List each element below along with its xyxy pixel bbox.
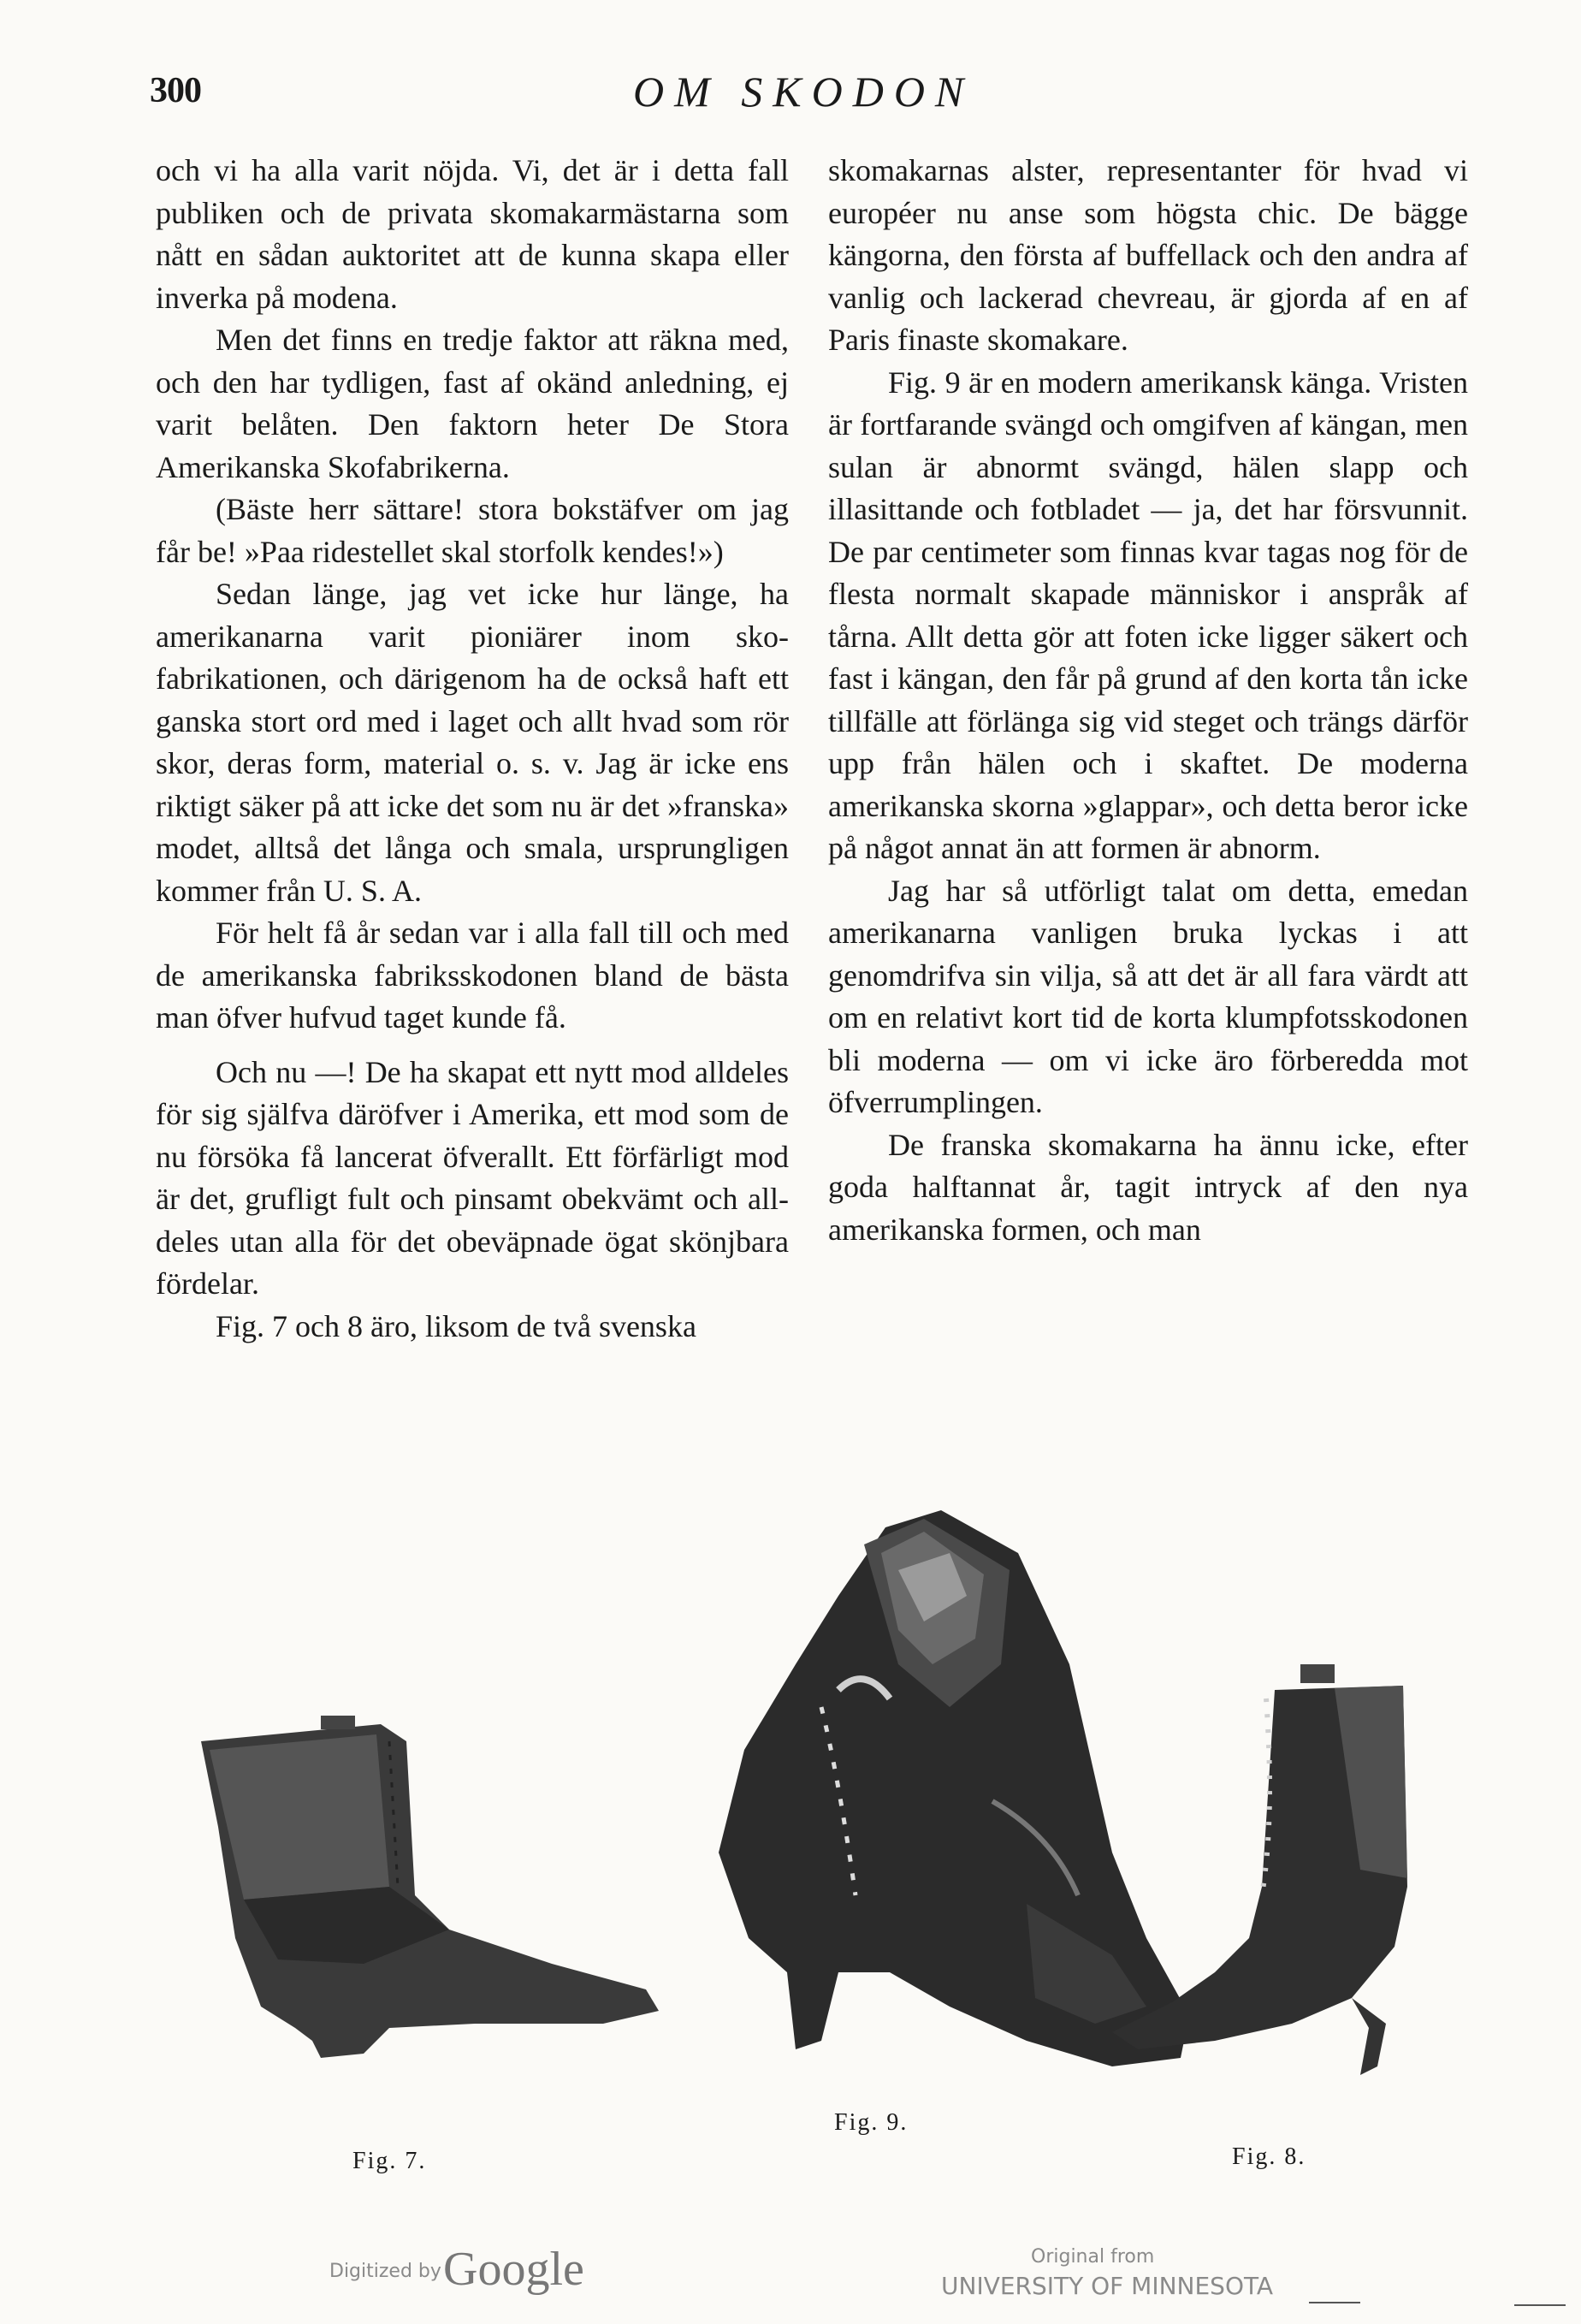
- paragraph: Sedan länge, jag vet icke hur länge, ha amerikanarna varit pioniärer inom skofabrikationen, och därigenom ha de också haft ett ganska stort ord med i laget och allt hvad som rör skor, deras form, material o. s. v. Jag är icke ens riktigt säker på att icke det som nu är det »franska» modet, alltså det långa och smala, ursprungligen kommer från U. S. A.: [156, 577, 789, 908]
- page-number: 300: [150, 71, 201, 110]
- paragraph: Men det finns en tredje faktor att räkna med, och den har tydligen, fast af okänd anledning, ej varit belåten. Den faktorn heter De Stora Amerikanska Skofabrikerna.: [156, 323, 789, 484]
- paragraph: Jag har så utförligt talat om detta, emedan amerikanarna vanligen bruka lyckas i att genomdrifva sin vilja, så att det är all fara värdt att om en relativt kort tid de korta klumpfotsskodonen bli moderna — om vi icke äro förberedda mot öfverrumplingen.: [828, 873, 1468, 1119]
- scan-divider: [1514, 2304, 1566, 2306]
- scan-divider: [1309, 2302, 1360, 2303]
- right-column: [828, 150, 1468, 1251]
- figure-7-boot-illustration: [192, 1716, 672, 2084]
- figure-9-caption: Fig. 9.: [834, 2109, 909, 2136]
- paragraph: och vi ha alla varit nöjda. Vi, det är i detta fall publiken och de privata skomakarmästarna som nått en sådan auktoritet att de kunna skapa eller inverka på modena.: [156, 153, 789, 315]
- paragraph: Fig. 9 är en modern amerikansk känga. Vristen är fortfarande svängd och omgifven af kängan, men sulan är abnormt svängd, hälen slapp och illasittande och fotbladet — ja, det har försvunnit. De par centimeter som finnas kvar tagas nog för de flesta normalt skapade människor i anspråk af tårna. Allt detta gör att foten icke ligger säkert och fast i kängan, den får på grund af den korta tån icke tillfälle att förlänga sig vid steget och trängs därför upp från hälen och i skaftet. De moderna amerikanska skorna »glappar», och detta beror icke på något annat än att formen är abnorm.: [828, 365, 1468, 865]
- institution-label: UNIVERSITY OF MINNESOTA: [941, 2272, 1274, 2300]
- google-logo: Google: [443, 2243, 584, 2296]
- left-column: [156, 150, 789, 1348]
- paragraph: Och nu —! De ha skapat ett nytt mod alldeles för sig själfva däröfver i Amerika, ett mod som de nu försöka få lancerat öfverallt. Ett förfärligt mod är det, grufligt fult och pinsamt obekvämt och alldeles utan alla för det obeväpnade ögat skönjbara fördelar.: [156, 1054, 789, 1301]
- running-title: OM SKODON: [633, 68, 974, 116]
- digitized-by-label: Digitized by: [329, 2261, 441, 2282]
- original-from-label: Original from: [1031, 2246, 1155, 2268]
- paragraph: (Bäste herr sättare! stora bokstäfver om jag får be! »Paa ridestellet skal storfolk kendes!»): [156, 492, 789, 569]
- paragraph: skomakarnas alster, representanter för hvad vi européer nu anse som högsta chic. De bägge kängorna, den första af buffellack och den andra af vanlig och lackerad chevreau, är gjorda af en af Paris finaste skomakare.: [828, 153, 1468, 357]
- paragraph: De franska skomakarna ha ännu icke, efter goda halftannat år, tagit intryck af den nya amerikanska formen, och man: [828, 1127, 1468, 1247]
- figure-7-caption: Fig. 7.: [352, 2148, 427, 2174]
- paragraph: För helt få år sedan var i alla fall till och med de amerikanska fabriksskodonen bland de bästa man öfver hufvud taget kunde få.: [156, 916, 789, 1035]
- paragraph: Fig. 7 och 8 äro, liksom de två svenska: [216, 1308, 696, 1343]
- figure-8-boot-illustration: [1078, 1664, 1437, 2101]
- figure-8-caption: Fig. 8.: [1232, 2143, 1306, 2170]
